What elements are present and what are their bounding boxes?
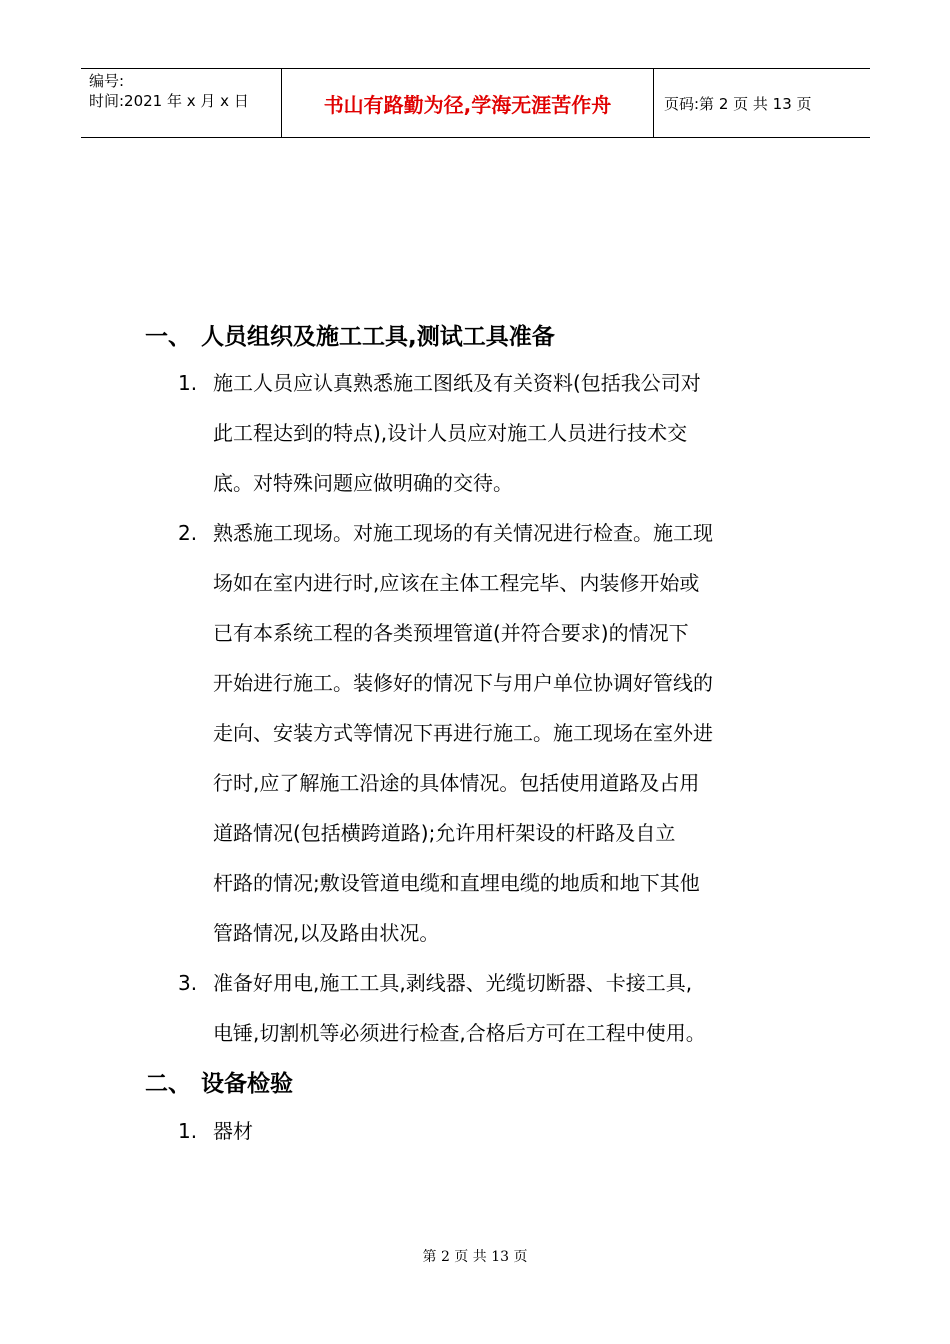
list-item [178, 508, 828, 958]
list-item [178, 958, 828, 1058]
item-line: 走向、安装方式等情况下再进行施工。施工现场在室外进 [213, 721, 713, 745]
item-number: 3. [178, 971, 198, 995]
header-meta [81, 69, 281, 137]
item-line: 已有本系统工程的各类预埋管道(并符合要求)的情况下 [213, 621, 689, 645]
page-footer: 第 2 页 共 13 页 [422, 1249, 528, 1265]
item-line: 开始进行施工。装修好的情况下与用户单位协调好管线的 [213, 671, 713, 695]
item-line: 道路情况(包括横跨道路);允许用杆架设的杆路及自立 [213, 821, 676, 845]
header-page-info: 页码:第 2 页 共 13 页 [664, 94, 812, 113]
item-number: 2. [178, 521, 198, 545]
header-motto: 书山有路勤为径,学海无涯苦作舟 [281, 69, 654, 137]
section-number: 一、 [145, 324, 191, 350]
section-title: 人员组织及施工工具,测试工具准备 [201, 324, 555, 350]
list-item [178, 358, 828, 508]
item-line: 场如在室内进行时,应该在主体工程完毕、内装修开始或 [213, 571, 700, 595]
page-header [81, 68, 870, 138]
serial-label: 编号: [89, 72, 125, 90]
item-line: 熟悉施工现场。对施工现场的有关情况进行检查。施工现 [213, 521, 713, 545]
section-number: 二、 [145, 1071, 191, 1097]
item-line: 底。对特殊问题应做明确的交待。 [213, 471, 513, 495]
section-heading [145, 1065, 293, 1098]
item-number: 1. [178, 371, 198, 395]
item-line: 杆路的情况;敷设管道电缆和直埋电缆的地质和地下其他 [213, 871, 700, 895]
item-line: 行时,应了解施工沿途的具体情况。包括使用道路及占用 [213, 771, 700, 795]
item-line: 准备好用电,施工工具,剥线器、光缆切断器、卡接工具, [213, 971, 693, 995]
list-item [178, 1106, 828, 1156]
item-line: 器材 [213, 1119, 253, 1143]
time-label: 时间:2021 年 x 月 x 日 [89, 92, 249, 110]
item-line: 此工程达到的特点),设计人员应对施工人员进行技术交 [213, 421, 688, 445]
section-heading [145, 318, 555, 351]
section-title: 设备检验 [201, 1071, 293, 1097]
item-line: 管路情况,以及路由状况。 [213, 921, 440, 945]
item-line: 电锤,切割机等必须进行检查,合格后方可在工程中使用。 [213, 1021, 706, 1045]
item-number: 1. [178, 1119, 198, 1143]
item-line: 施工人员应认真熟悉施工图纸及有关资料(包括我公司对 [213, 371, 701, 395]
